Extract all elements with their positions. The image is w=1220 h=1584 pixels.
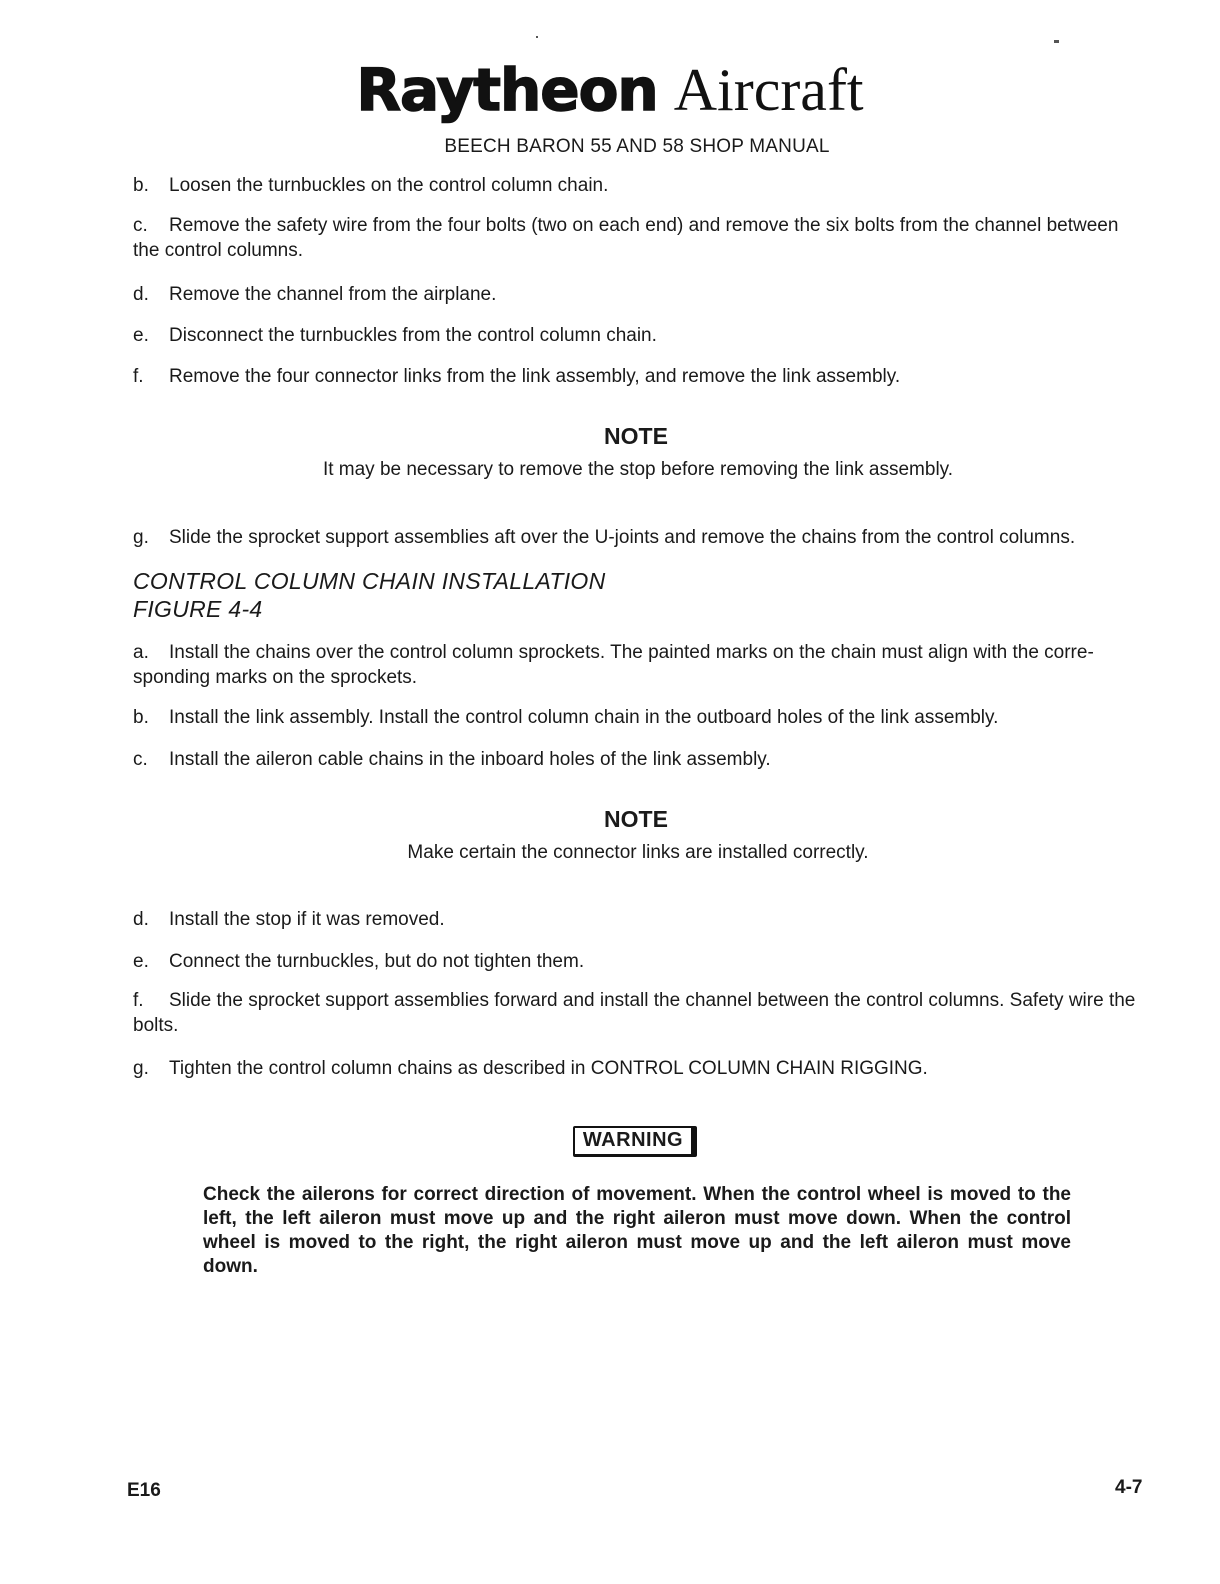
warning-badge: WARNING [573, 1126, 697, 1157]
removal-step-c [133, 213, 1145, 263]
install-step-a [133, 640, 1145, 690]
step-letter: c. [133, 215, 148, 236]
warning-text: Check the ailerons for correct direction of movement. When the control wheel is moved to the left, the left aileron must move up and the right aileron must move down. When the control wheel is moved to the right, the right aileron must move up and the left aileron must move down. [203, 1184, 1071, 1277]
brand-suffix: Aircraft [673, 57, 864, 123]
install-step-d [133, 907, 1145, 932]
removal-step-b [133, 173, 1145, 198]
note-text: It may be necessary to remove the stop before removing the link assembly. [322, 459, 954, 480]
note-heading: NOTE [604, 806, 668, 832]
install-step-f [133, 988, 1145, 1038]
step-text: Remove the channel from the airplane. [169, 284, 497, 305]
step-letter: e. [133, 951, 149, 972]
install-step-b [133, 705, 1145, 730]
step-text: Connect the turnbuckles, but do not tighten them. [169, 951, 585, 972]
manual-title: BEECH BARON 55 AND 58 SHOP MANUAL [444, 136, 830, 157]
step-letter: d. [133, 284, 149, 305]
section-title: CONTROL COLUMN CHAIN INSTALLATION [133, 568, 606, 594]
note-text: Make certain the connector links are installed correctly. [407, 842, 869, 863]
install-step-c [133, 747, 1145, 772]
section-heading [133, 567, 606, 623]
step-text: Install the stop if it was removed. [169, 909, 445, 930]
step-text: Loosen the turnbuckles on the control column chain. [169, 175, 609, 196]
brand-name: Raytheon [356, 56, 658, 124]
scan-speck [536, 36, 538, 38]
removal-step-g [133, 525, 1145, 550]
removal-step-f [133, 364, 1145, 389]
scan-speck [1054, 40, 1059, 43]
step-text: Install the chains over the control column sprockets. The painted marks on the chain must align with the corre- sponding marks on the sprockets. [133, 642, 1094, 688]
step-letter: f. [133, 366, 144, 387]
warning-label-wrapper [0, 1126, 1220, 1157]
footer-revision-code: E16 [127, 1480, 161, 1501]
step-text: Install the aileron cable chains in the inboard holes of the link assembly. [169, 749, 771, 770]
step-letter: b. [133, 707, 149, 728]
note-heading: NOTE [604, 423, 668, 449]
install-step-e [133, 949, 1145, 974]
step-letter: e. [133, 325, 149, 346]
step-letter: a. [133, 642, 149, 663]
install-step-g [133, 1056, 1145, 1081]
removal-step-d [133, 282, 1145, 307]
step-letter: c. [133, 749, 148, 770]
step-text: Install the link assembly. Install the control column chain in the outboard holes of the link assembly. [169, 707, 999, 728]
step-letter: d. [133, 909, 149, 930]
company-logo [0, 56, 1220, 125]
step-text: Slide the sprocket support assemblies forward and install the channel between the control columns. Safety wire the bolts. [133, 990, 1136, 1036]
step-letter: b. [133, 175, 149, 196]
step-letter: f. [133, 990, 144, 1011]
removal-step-e [133, 323, 1145, 348]
step-text: Tighten the control column chains as described in CONTROL COLUMN CHAIN RIGGING. [169, 1058, 928, 1079]
step-text: Disconnect the turnbuckles from the control column chain. [169, 325, 657, 346]
figure-reference: FIGURE 4-4 [133, 596, 263, 622]
step-letter: g. [133, 1058, 149, 1079]
step-text: Slide the sprocket support assemblies aft over the U-joints and remove the chains from the control columns. [169, 527, 1076, 548]
footer-page-number: 4-7 [1115, 1477, 1143, 1498]
step-text: Remove the four connector links from the link assembly, and remove the link assembly. [169, 366, 901, 387]
step-letter: g. [133, 527, 149, 548]
step-text: Remove the safety wire from the four bolts (two on each end) and remove the six bolts from the channel between the control columns. [133, 215, 1119, 261]
